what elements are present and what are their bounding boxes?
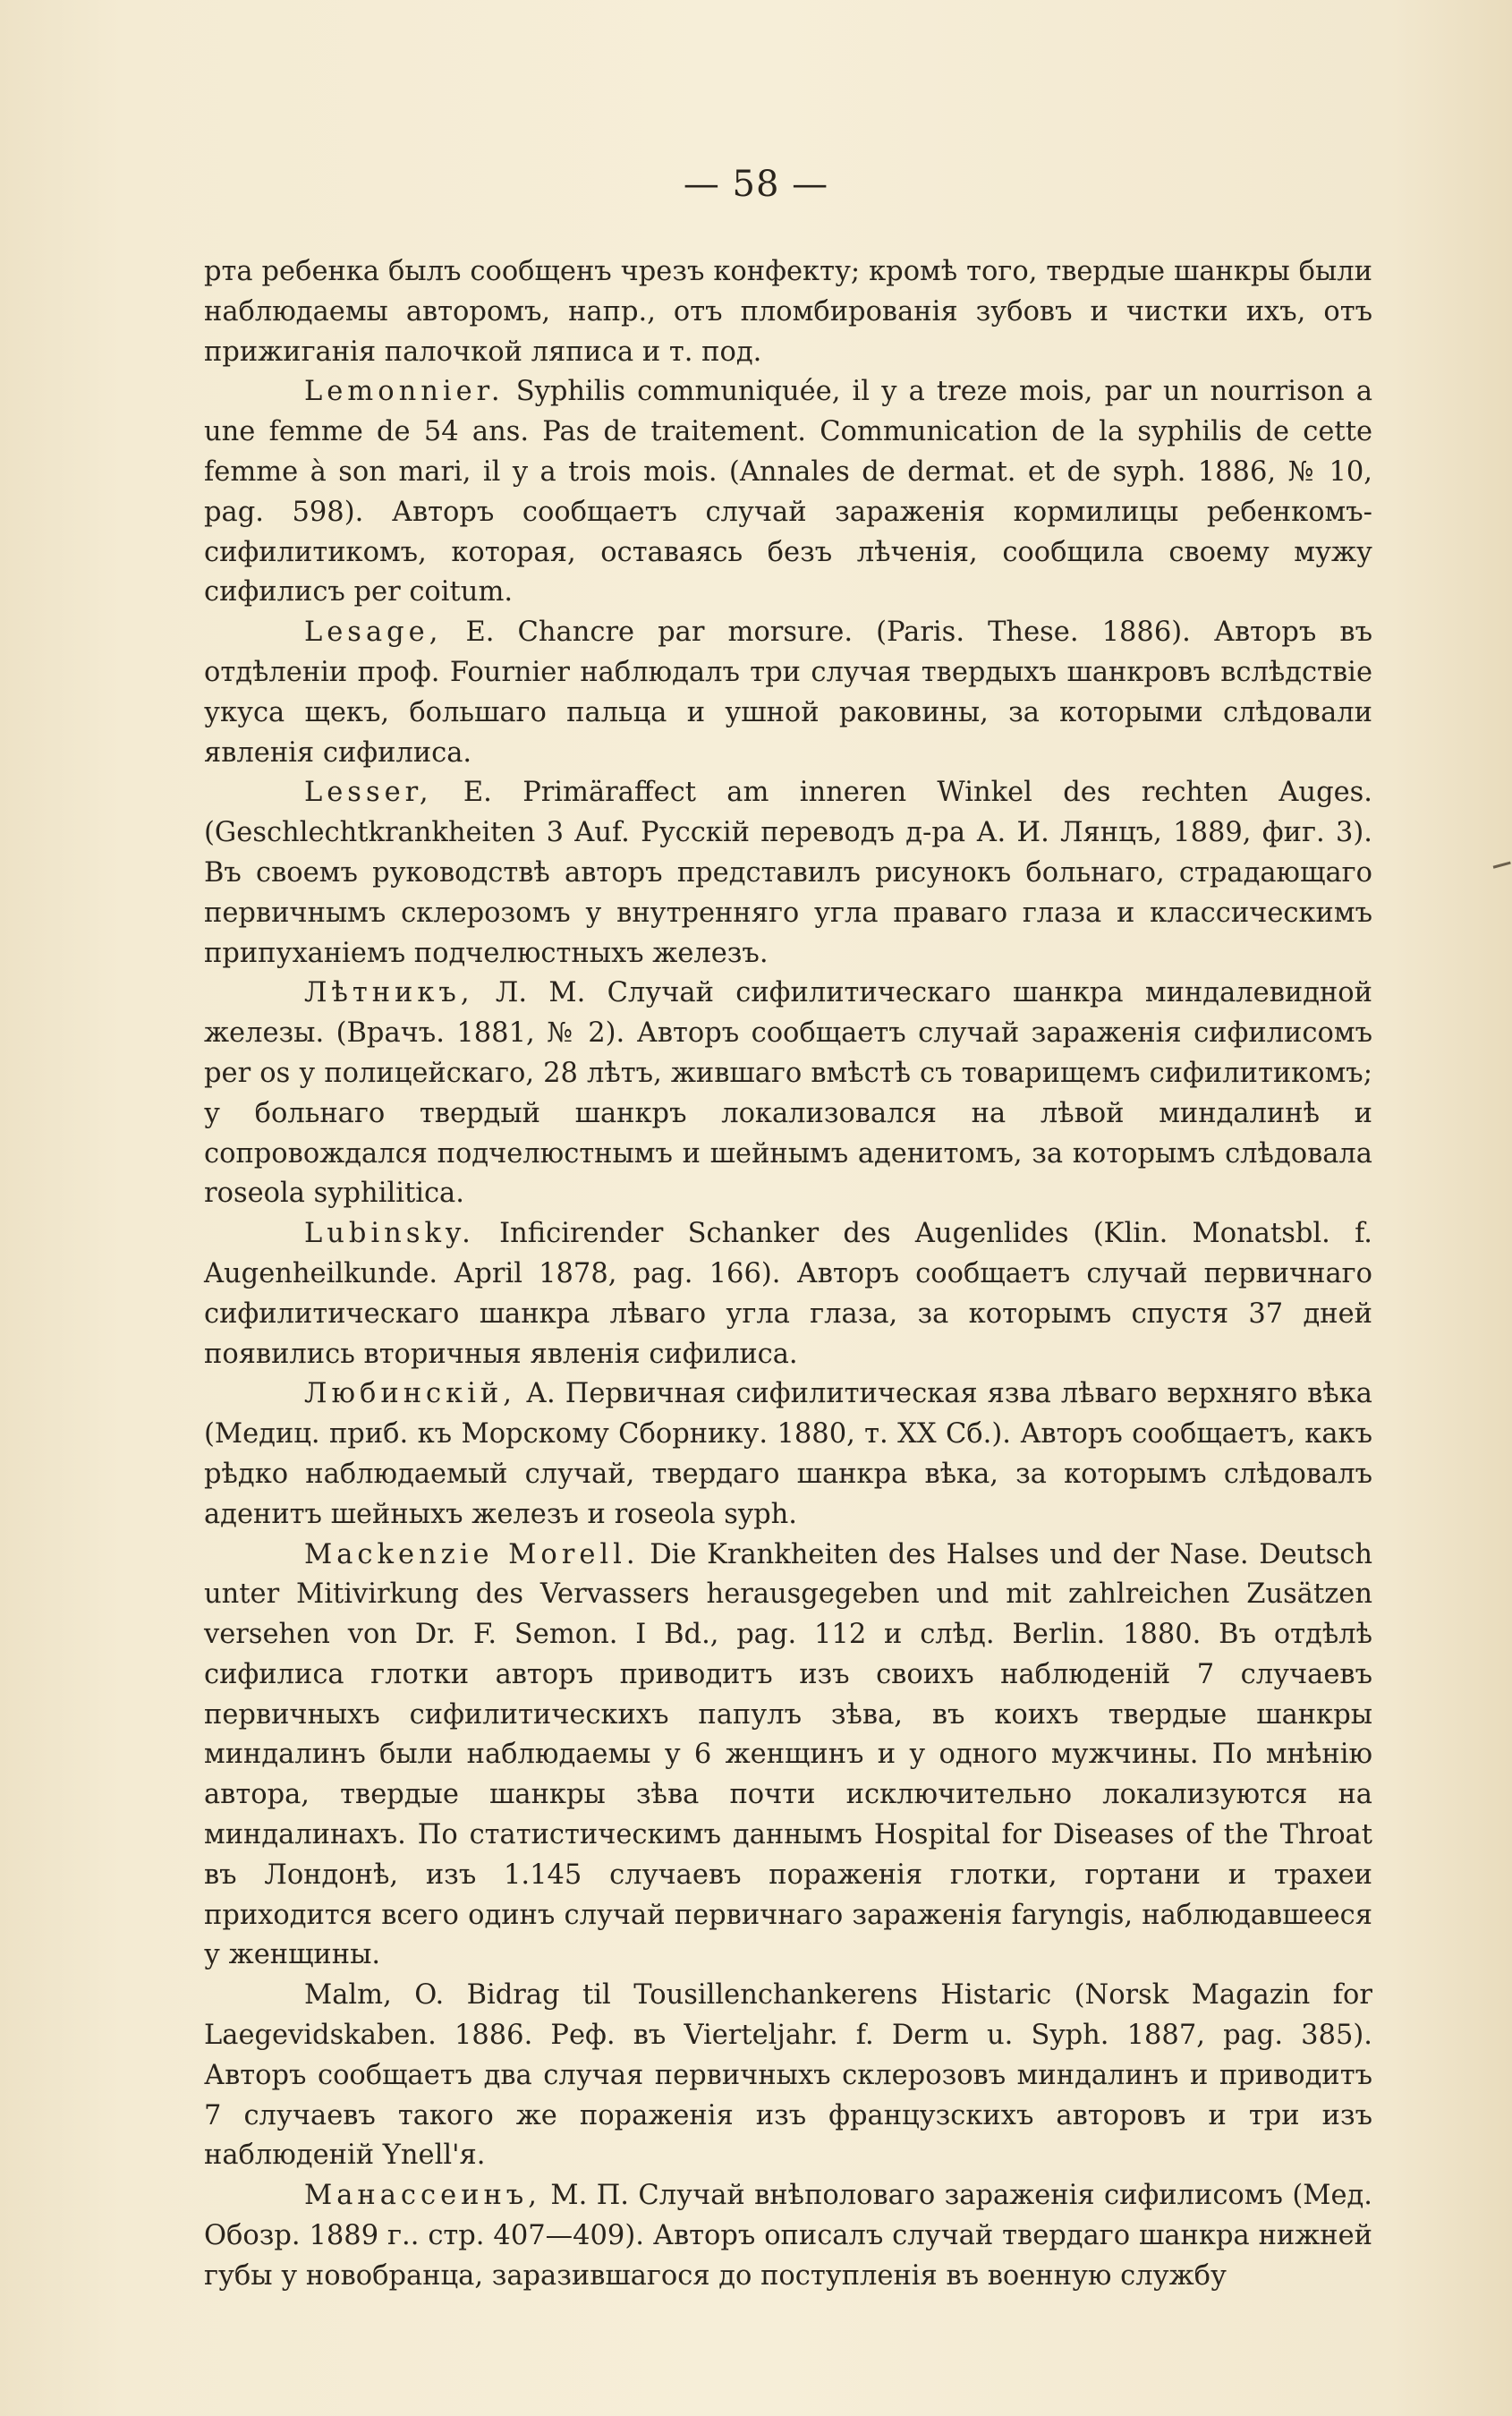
- paragraph-text: Inficirender Schanker des Augenlides (Klin. Monatsbl. f. Augenheilkunde. Аpril 1878, pag. 166). Авторъ сообщаетъ случай первичнаго сифилитическаго шанкра лѣваго угла глаза, за которымъ спустя 37 дней появились вторичныя явленія сифилиса.: [204, 1218, 1372, 1370]
- paragraph-10: [204, 2176, 1372, 2296]
- author-name: Лѣтникъ,: [304, 977, 474, 1009]
- author-name: Lesage,: [304, 617, 443, 649]
- author-name: Lubinsky.: [304, 1218, 475, 1250]
- paragraph-text: М. П. Случай внѣполоваго зараженія сифилисомъ (Мед. Обозр. 1889 г.. стр. 407—409). Авторъ описалъ случай твердаго шанкра нижней губы у новобранца, заразившагося до поступленія въ военную службу: [204, 2180, 1372, 2292]
- page-edge-mark: [1493, 862, 1512, 878]
- paragraph-1: [204, 252, 1372, 372]
- author-name: Любинскій,: [304, 1378, 516, 1410]
- paragraph-text: А. Первичная сифилитическая язва лѣваго верхняго вѣка (Медиц. приб. къ Морскому Сборнику. 1880, т. XX Сб.). Авторъ сообщаетъ, какъ рѣдко наблюдаемый случай, твердаго шанкра вѣка, за которымъ слѣдовалъ аденитъ шейныхъ железъ и roseola syph.: [204, 1378, 1372, 1530]
- paragraph-text: Л. М. Случай сифилитическаго шанкра миндалевидной железы. (Врачъ. 1881, № 2). Авторъ сообщаетъ случай зараженія сифилисомъ per os у полицейскаго, 28 лѣтъ, жившаго вмѣстѣ съ товарищемъ сифилитикомъ; у больнаго твердый шанкръ локализовался на лѣвой миндалинѣ и сопровождался подчелюстнымъ и шейнымъ аденитомъ, за которымъ слѣдовала roseola syphilitica.: [204, 977, 1372, 1210]
- paragraph-text: рта ребенка былъ сообщенъ чрезъ конфекту; кромѣ того, твердые шанкры были наблюдаемы авторомъ, напр., отъ пломбированія зубовъ и чистки ихъ, отъ прижиганія палочкой ляписа и т. под.: [204, 256, 1372, 368]
- paragraph-3: [204, 613, 1372, 773]
- author-name: Lesser,: [304, 777, 433, 809]
- paragraph-text: Die Krankheiten des Halses und der Nase. Deutsch unter Mitivirkung des Vervassers herausgegeben und mit zahlreichen Zusätzen versehen von Dr. F. Semon. I Bd., pag. 112 и слѣд. Berlin. 1880. Въ отдѣлѣ сифилиса глотки авторъ приводитъ изъ своихъ наблюденій 7 случаевъ первичныхъ сифилитическихъ папулъ зѣва, въ коихъ твердые шанкры миндалинъ были наблюдаемы у 6 женщинъ и у одного мужчины. По мнѣнію автора, твердые шанкры зѣва почти исключительно локализуются на миндалинахъ. По статистическимъ даннымъ Hospital for Diseases of the Throat въ Лондонѣ, изъ 1.145 случаевъ пораженія глотки, гортани и трахеи приходится всего одинъ случай первичнаго зараженія faryngis, наблюдавшееся у женщины.: [204, 1538, 1372, 1971]
- paragraph-text: E. Chancre par morsure. (Paris. These. 1886). Авторъ въ отдѣленіи проф. Fournier наблюдалъ три случая твердыхъ шанкровъ вслѣдствіе укуса щекъ, большаго пальца и ушной раковины, за которыми слѣдовали явленія сифилиса.: [204, 617, 1372, 769]
- paragraph-text: E. Primäraffect am inneren Winkel des rechten Auges. (Geschlechtkrankheiten 3 Auf. Русскій переводъ д-ра А. И. Лянцъ, 1889, фиг. 3). Въ своемъ руководствѣ авторъ представилъ рисунокъ больнаго, страдающаго первичнымъ склерозомъ у внутренняго угла праваго глаза и классическимъ припуханіемъ подчелюстныхъ железъ.: [204, 777, 1372, 969]
- paragraph-8: [204, 1536, 1372, 1977]
- paragraph-7: [204, 1374, 1372, 1535]
- paragraph-2: [204, 372, 1372, 613]
- author-name: Mackenzie Morell.: [304, 1538, 640, 1570]
- paragraph-4: [204, 773, 1372, 974]
- paragraph-6: [204, 1214, 1372, 1374]
- page-number: — 58 —: [683, 164, 829, 205]
- body-text: [204, 252, 1372, 2297]
- paragraph-text: Malm, O. Bidrag til Tousillenchankerens Histaric (Norsk Magazin for Laegevidskaben. 1886. Реф. въ Vierteljahr. f. Derm u. Syph. 1887, pag. 385). Авторъ сообщаетъ два случая первичныхъ склерозовъ миндалинъ и приводитъ 7 случаевъ такого же пораженія изъ французскихъ авторовъ и три изъ наблюденій Ynell'я.: [204, 1979, 1372, 2172]
- paragraph-5: [204, 974, 1372, 1214]
- paragraph-9: [204, 1976, 1372, 2176]
- author-name: Манассеинъ,: [304, 2180, 541, 2212]
- paragraph-text: Syphilis communiquée, il y a treze mois, par un nourrison a une femme de 54 ans. Pas de traitement. Communication de la syphilis de cette femme à son mari, il y a trois mois. (Annales de dermat. et de syph. 1886, № 10, pag. 598). Авторъ сообщаетъ случай зараженія кормилицы ребенкомъ-сифилитикомъ, которая, оставаясь безъ лѣченія, сообщила своему мужу сифилисъ per coitum.: [204, 376, 1372, 608]
- author-name: Lemonnier.: [304, 376, 505, 408]
